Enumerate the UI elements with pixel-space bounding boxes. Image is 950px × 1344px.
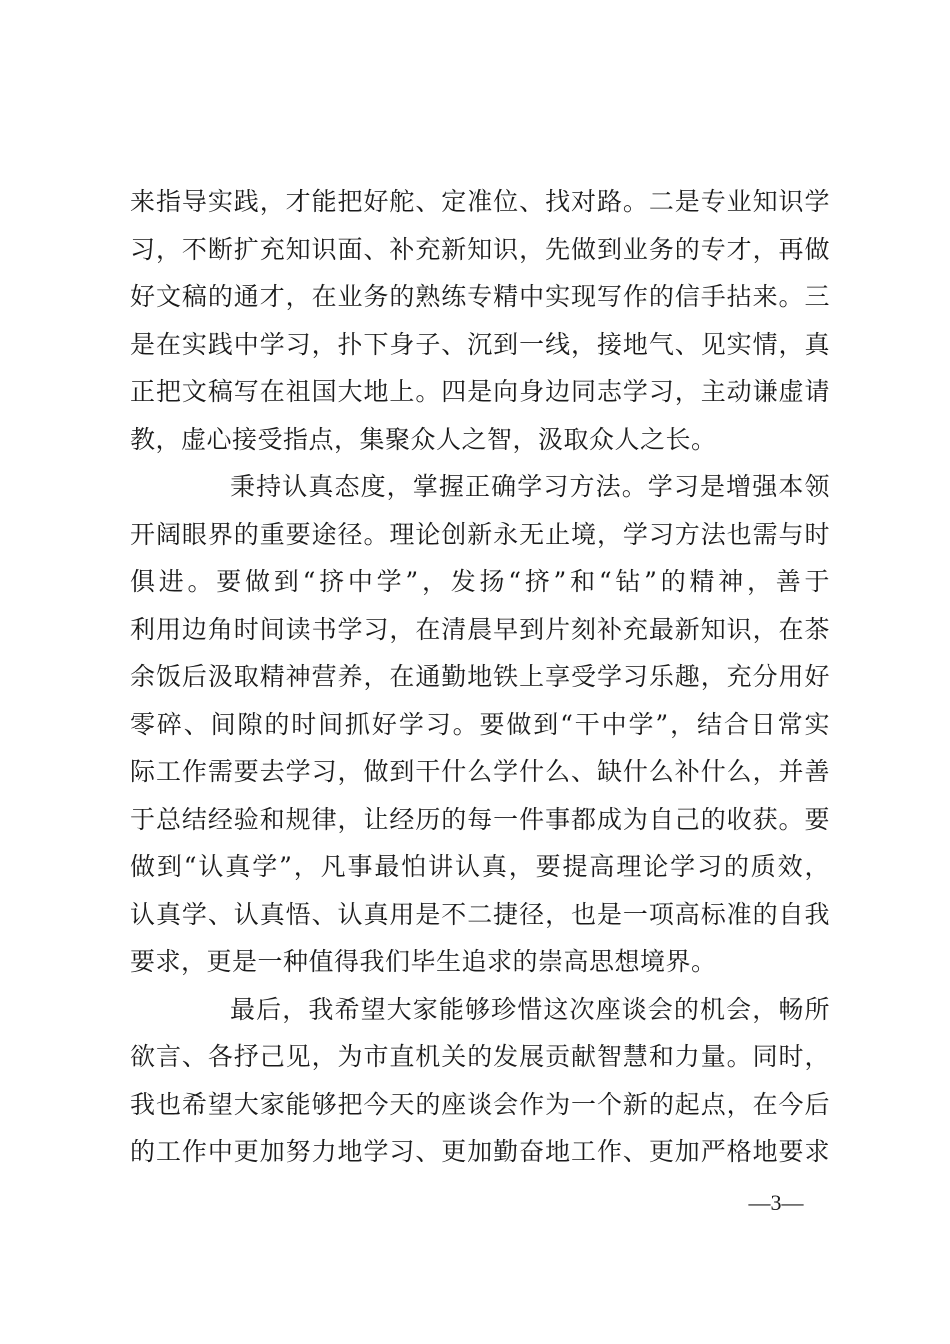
text-line: 做到“认真学”，凡事最怕讲认真，要提高理论学习的质效， xyxy=(130,852,830,881)
text-line: 开阔眼界的重要途径。理论创新永无止境，学习方法也需与时 xyxy=(130,519,830,549)
text-line: 利用边角时间读书学习，在清晨早到片刻补充最新知识，在茶 xyxy=(130,614,830,644)
text-line: 好文稿的通才，在业务的熟练专精中实现写作的信手拈来。三 xyxy=(130,282,830,311)
text-line: 是在实践中学习，扑下身子、沉到一线，接地气、见实情，真 xyxy=(130,329,830,359)
text-line: 际工作需要去学习，做到干什么学什么、缺什么补什么，并善 xyxy=(130,757,830,786)
text-line: 要求，更是一种值得我们毕生追求的崇高思想境界。 xyxy=(130,947,717,976)
text-line: 来指导实践，才能把好舵、定准位、找对路。二是专业知识学 xyxy=(130,187,830,216)
text-line: 余饭后汲取精神营养，在通勤地铁上享受学习乐趣，充分用好 xyxy=(130,662,830,691)
text-line: 习，不断扩充知识面、补充新知识，先做到业务的专才，再做 xyxy=(130,234,830,264)
text-line: 教，虚心接受指点，集聚众人之智，汲取众人之长。 xyxy=(130,424,717,454)
text-line: 的工作中更加努力地学习、更加勤奋地工作、更加严格地要求 xyxy=(130,1137,830,1166)
paragraph-start-line: 秉持认真态度，掌握正确学习方法。学习是增强本领 xyxy=(230,472,830,501)
text-line: 欲言、各抒己见，为市直机关的发展贡献智慧和力量。同时， xyxy=(130,1042,830,1071)
text-line: 认真学、认真悟、认真用是不二捷径，也是一项高标准的自我 xyxy=(130,899,830,929)
text-line: 俱进。要做到“挤中学”，发扬“挤”和“钻”的精神，善于 xyxy=(130,567,830,596)
text-line: 我也希望大家能够把今天的座谈会作为一个新的起点，在今后 xyxy=(130,1089,830,1119)
body-text xyxy=(130,178,830,1176)
text-line: 零碎、间隙的时间抓好学习。要做到“干中学”，结合日常实 xyxy=(130,709,830,739)
paragraph-start-line: 最后，我希望大家能够珍惜这次座谈会的机会，畅所 xyxy=(230,994,830,1024)
text-line: 正把文稿写在祖国大地上。四是向身边同志学习，主动谦虚请 xyxy=(130,377,830,406)
text-line: 于总结经验和规律，让经历的每一件事都成为自己的收获。要 xyxy=(130,804,830,834)
page-number: —3— xyxy=(748,1190,804,1215)
